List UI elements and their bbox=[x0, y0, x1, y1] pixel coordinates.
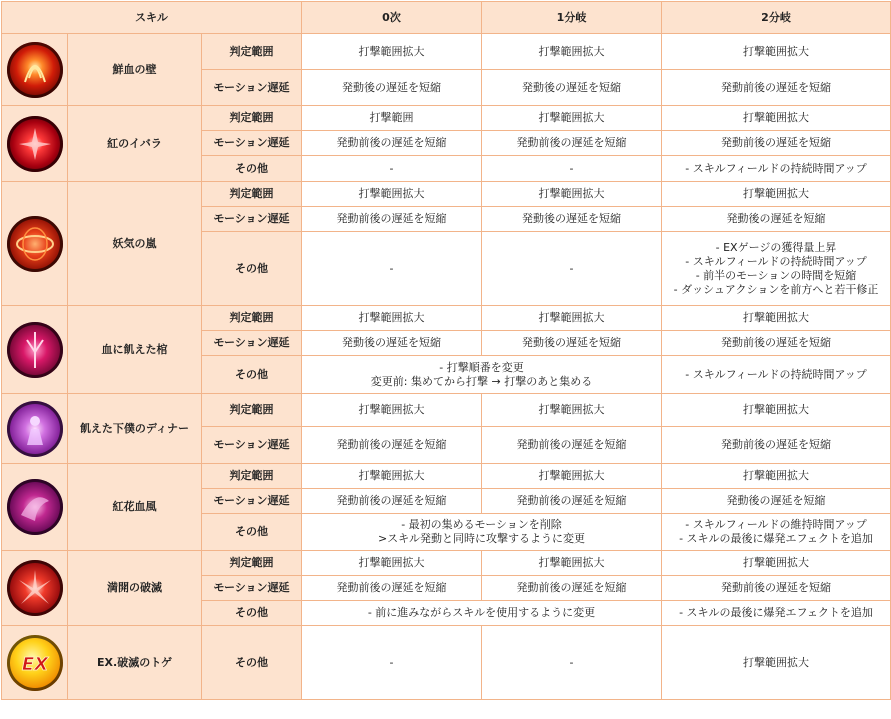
cell-value: - bbox=[482, 232, 662, 306]
cell-value: 発動前後の遅延を短縮 bbox=[302, 489, 482, 514]
note-line: - ダッシュアクションを前方へと若干修正 bbox=[673, 282, 879, 296]
attr-label-motion: モーション遅延 bbox=[202, 576, 302, 601]
cell-value: 発動前後の遅延を短縮 bbox=[302, 576, 482, 601]
crimson-flower-icon bbox=[7, 479, 63, 535]
cell-value-merged: - 前に進みながらスキルを使用するように変更 bbox=[302, 601, 662, 626]
cell-value: 打撃範囲拡大 bbox=[482, 394, 662, 427]
attr-label-range: 判定範囲 bbox=[202, 106, 302, 131]
note-line: - 打撃順番を変更 bbox=[439, 360, 524, 374]
table-row bbox=[2, 626, 891, 700]
note-line: 変更前: 集めてから打撃 → 打撃のあと集める bbox=[370, 374, 593, 388]
attr-label-other: その他 bbox=[202, 601, 302, 626]
cell-value: 発動前後の遅延を短縮 bbox=[662, 427, 891, 464]
cell-value: 打撃範囲拡大 bbox=[302, 394, 482, 427]
full-bloom-ruin-icon bbox=[7, 560, 63, 616]
attr-label-motion: モーション遅延 bbox=[202, 489, 302, 514]
table-row bbox=[2, 306, 891, 331]
cell-value: 打撃範囲拡大 bbox=[482, 464, 662, 489]
skill-name: 飢えた下僕のディナー bbox=[68, 394, 202, 464]
cell-value: - スキルフィールドの持続時間アップ bbox=[662, 356, 891, 394]
attr-label-range: 判定範囲 bbox=[202, 394, 302, 427]
cell-value: 打撃範囲拡大 bbox=[302, 182, 482, 207]
skill-name: 紅花血風 bbox=[68, 464, 202, 551]
cell-value: 発動後の遅延を短縮 bbox=[482, 70, 662, 106]
cell-value: 発動前後の遅延を短縮 bbox=[662, 576, 891, 601]
note-line: - 前半のモーションの時間を短縮 bbox=[695, 268, 857, 282]
cell-value: - スキルの最後に爆発エフェクトを追加 bbox=[662, 601, 891, 626]
cell-value: 発動前後の遅延を短縮 bbox=[302, 131, 482, 156]
attr-label-motion: モーション遅延 bbox=[202, 207, 302, 232]
header-branch-1: 1分岐 bbox=[482, 2, 662, 34]
cell-value: 発動後の遅延を短縮 bbox=[482, 207, 662, 232]
cell-value: 打撃範囲拡大 bbox=[482, 551, 662, 576]
crimson-thorn-icon bbox=[7, 116, 63, 172]
cell-value: 打撃範囲拡大 bbox=[302, 34, 482, 70]
cell-value: 発動前後の遅延を短縮 bbox=[482, 576, 662, 601]
cell-value: 打撃範囲拡大 bbox=[482, 306, 662, 331]
attr-label-other: その他 bbox=[202, 356, 302, 394]
cell-value: - bbox=[482, 156, 662, 182]
attr-label-range: 判定範囲 bbox=[202, 551, 302, 576]
attr-label-range: 判定範囲 bbox=[202, 182, 302, 207]
attr-label-motion: モーション遅延 bbox=[202, 427, 302, 464]
cell-value: 発動前後の遅延を短縮 bbox=[302, 207, 482, 232]
blood-wall-icon bbox=[7, 42, 63, 98]
cell-value: 打撃範囲拡大 bbox=[302, 551, 482, 576]
cell-value: 打撃範囲拡大 bbox=[302, 306, 482, 331]
cell-value: - bbox=[302, 156, 482, 182]
table-row bbox=[2, 551, 891, 576]
attr-label-motion: モーション遅延 bbox=[202, 331, 302, 356]
cell-value: 打撃範囲拡大 bbox=[482, 182, 662, 207]
skill-name: 血に飢えた棺 bbox=[68, 306, 202, 394]
note-line: - スキルフィールドの維持時間アップ bbox=[685, 518, 867, 531]
ex-icon bbox=[7, 635, 63, 691]
cell-value: - bbox=[302, 626, 482, 700]
bloodthirsty-coffin-icon bbox=[7, 322, 63, 378]
ex-icon-label: EX bbox=[21, 653, 48, 675]
cell-value: 打撃範囲拡大 bbox=[662, 394, 891, 427]
skill-name: 紅のイバラ bbox=[68, 106, 202, 182]
attr-label-motion: モーション遅延 bbox=[202, 131, 302, 156]
cell-value: 打撃範囲拡大 bbox=[662, 626, 891, 700]
cell-value: 打撃範囲拡大 bbox=[662, 106, 891, 131]
cell-value: 発動前後の遅延を短縮 bbox=[662, 131, 891, 156]
cell-value: 打撃範囲拡大 bbox=[662, 464, 891, 489]
table-row bbox=[2, 106, 891, 131]
cell-value: - bbox=[302, 232, 482, 306]
table-row bbox=[2, 34, 891, 70]
header-tier-0: 0次 bbox=[302, 2, 482, 34]
cell-value: 打撃範囲拡大 bbox=[482, 106, 662, 131]
skill-name: 鮮血の壁 bbox=[68, 34, 202, 106]
cell-value: - bbox=[482, 626, 662, 700]
cell-value-multiline bbox=[662, 514, 891, 551]
note-line: - スキルフィールドの持続時間アップ bbox=[685, 254, 867, 268]
attr-label-other: その他 bbox=[202, 232, 302, 306]
cell-value: 打撃範囲拡大 bbox=[662, 551, 891, 576]
attr-label-other: その他 bbox=[202, 156, 302, 182]
demon-storm-icon bbox=[7, 216, 63, 272]
header-skill: スキル bbox=[2, 2, 302, 34]
cell-value: 発動後の遅延を短縮 bbox=[302, 331, 482, 356]
cell-value: - スキルフィールドの持続時間アップ bbox=[662, 156, 891, 182]
note-line: - スキルの最後に爆発エフェクトを追加 bbox=[679, 532, 873, 545]
cell-value: 打撃範囲拡大 bbox=[662, 306, 891, 331]
attr-label-motion: モーション遅延 bbox=[202, 70, 302, 106]
skill-comparison-table bbox=[1, 1, 891, 700]
attr-label-other: その他 bbox=[202, 514, 302, 551]
cell-value-merged bbox=[302, 514, 662, 551]
cell-value: 打撃範囲拡大 bbox=[662, 34, 891, 70]
cell-value: 打撃範囲 bbox=[302, 106, 482, 131]
cell-value-merged bbox=[302, 356, 662, 394]
attr-label-range: 判定範囲 bbox=[202, 464, 302, 489]
cell-value: 発動後の遅延を短縮 bbox=[662, 489, 891, 514]
cell-value: 発動前後の遅延を短縮 bbox=[662, 70, 891, 106]
table-row bbox=[2, 464, 891, 489]
table-row bbox=[2, 394, 891, 427]
attr-label-range: 判定範囲 bbox=[202, 306, 302, 331]
skill-name: 満開の破滅 bbox=[68, 551, 202, 626]
cell-value: 発動後の遅延を短縮 bbox=[482, 331, 662, 356]
cell-value: 打撃範囲拡大 bbox=[662, 182, 891, 207]
skill-name: 妖気の嵐 bbox=[68, 182, 202, 306]
attr-label-other: その他 bbox=[202, 626, 302, 700]
cell-value-multiline bbox=[662, 232, 891, 306]
skill-name: EX.破滅のトゲ bbox=[68, 626, 202, 700]
cell-value: 発動前後の遅延を短縮 bbox=[482, 131, 662, 156]
header-branch-2: 2分岐 bbox=[662, 2, 891, 34]
header-row bbox=[2, 2, 891, 34]
cell-value: 発動前後の遅延を短縮 bbox=[662, 331, 891, 356]
note-line: - 最初の集めるモーションを削除 bbox=[401, 518, 562, 531]
cell-value: 発動前後の遅延を短縮 bbox=[302, 427, 482, 464]
table-row bbox=[2, 182, 891, 207]
note-line: - EXゲージの獲得量上昇 bbox=[715, 240, 837, 254]
cell-value: 発動後の遅延を短縮 bbox=[302, 70, 482, 106]
note-line: >スキル発動と同時に攻撃するように変更 bbox=[377, 532, 586, 545]
cell-value: 打撃範囲拡大 bbox=[302, 464, 482, 489]
cell-value: 発動前後の遅延を短縮 bbox=[482, 427, 662, 464]
attr-label-range: 判定範囲 bbox=[202, 34, 302, 70]
cell-value: 発動前後の遅延を短縮 bbox=[482, 489, 662, 514]
starving-servant-icon bbox=[7, 401, 63, 457]
cell-value: 打撃範囲拡大 bbox=[482, 34, 662, 70]
cell-value: 発動後の遅延を短縮 bbox=[662, 207, 891, 232]
